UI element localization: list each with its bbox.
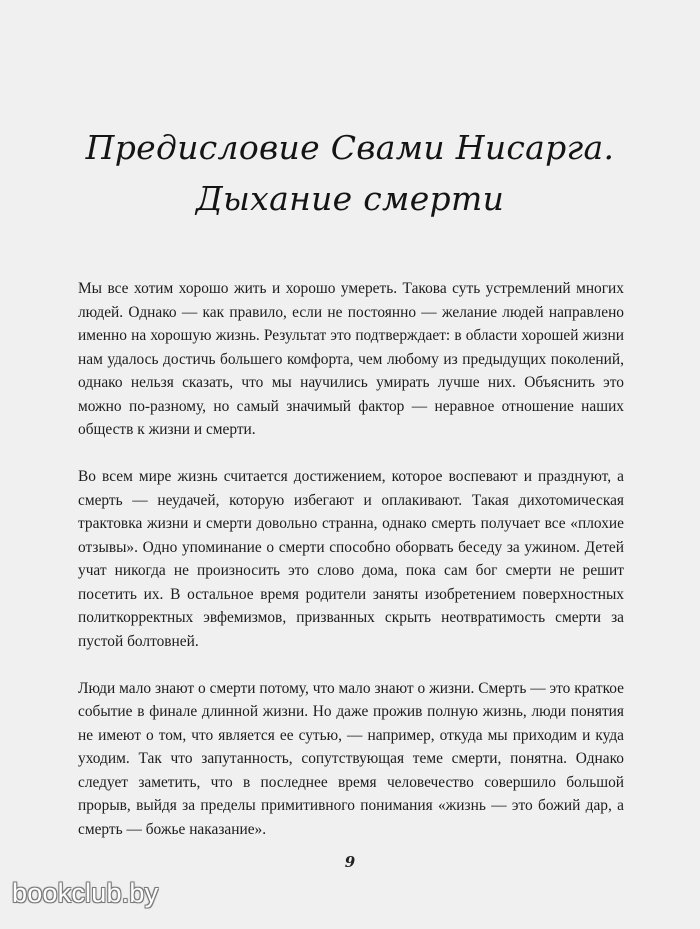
page-number: 9 bbox=[344, 853, 356, 871]
chapter-title-line-2: Дыхание смерти bbox=[195, 179, 505, 218]
paragraph-3: Люди мало знают о смерти потому, что мало знают о жизни. Смерть — это краткое событие в финале длинной жизни. Но даже прожив полную жизнь, люди понятия не имеют о том, что является ее сутью, — например, откуда мы приходим и куда уходим. Так что запутанность, сопутствующая теме смерти, понятна. Однако следует заметить, что в последнее время человечество совершило большой прорыв, выйдя за пределы примитивного понимания «жизнь — это божий дар, а смерть — божье наказание». bbox=[78, 679, 624, 838]
chapter-title bbox=[60, 122, 640, 224]
chapter-title-line-1: Предисловие Свами Нисарга. bbox=[85, 128, 615, 167]
paragraph-1: Мы все хотим хорошо жить и хорошо умереть. Такова суть устремлений многих людей. Однако — как правило, если не постоянно — желание людей направлено именно на хорошую жизнь. Результат это подтверждает: в области хорошей жизни нам удалось достичь большего комфорта, чем любому из предыдущих поколений, однако нельзя сказать, что мы научились умирать лучше них. Объяснить это можно по-разному, но самый значимый фактор — неравное отношение наших обществ к жизни и смерти. bbox=[78, 280, 624, 438]
paragraph-2: Во всем мире жизнь считается достижением, которое воспевают и празднуют, а смерть — неудачей, которую избегают и оплакивают. Такая дихотомическая трактовка жизни и смерти довольно странна, однако смерть получает все «плохие отзывы». Одно упоминание о смерти способно оборвать беседу за ужином. Детей учат никогда не произносить это слово дома, пока сам бог смерти не решит посетить их. В остальное время родители заняты изобретением поверхностных политкорректных эвфемизмов, призванных скрыть неотвратимость смерти за пустой болтовней. bbox=[78, 468, 624, 650]
body-text bbox=[78, 277, 624, 865]
watermark: bookclub.by bbox=[12, 878, 159, 908]
